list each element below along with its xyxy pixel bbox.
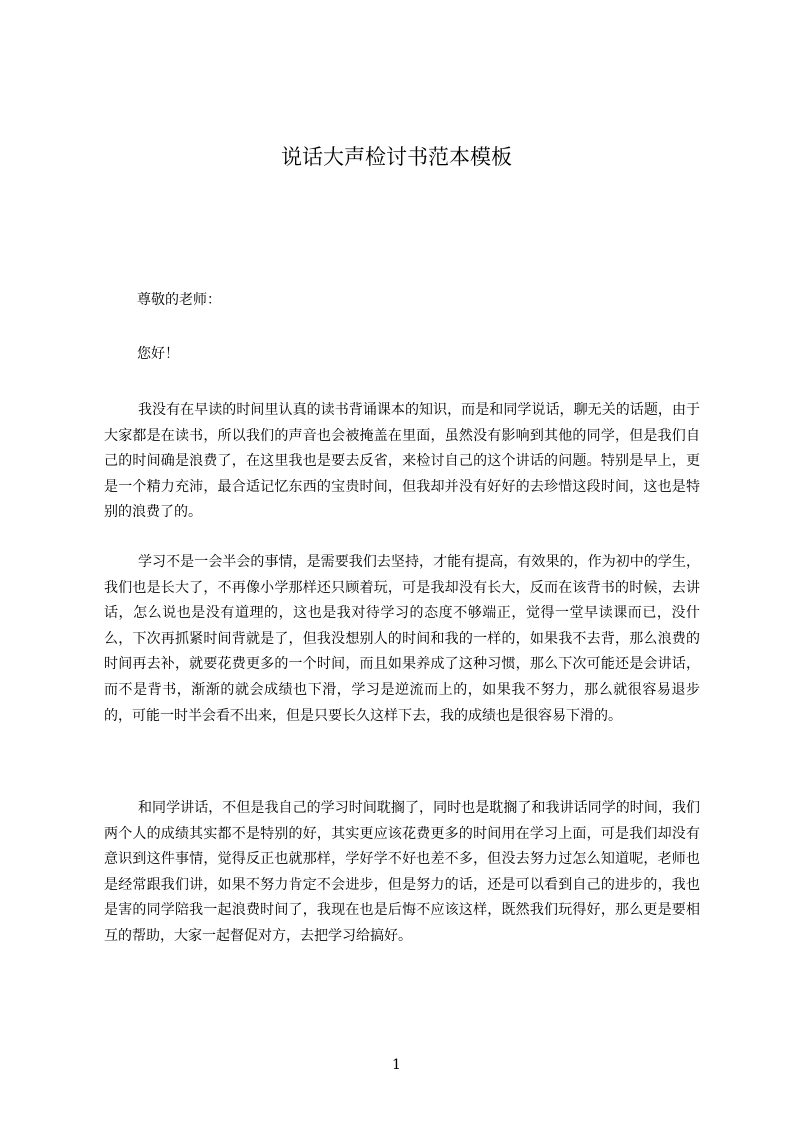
- greeting-text: 尊敬的老师：: [137, 292, 221, 308]
- page-number: 1: [392, 1057, 401, 1073]
- hello-text: 您好！: [137, 346, 179, 362]
- body-paragraph-2: 学习不是一会半会的事情，是需要我们去坚持，才能有提高，有效果的，作为初中的学生，我们也是长大了，不再像小学那样还只顾着玩，可是我却没有长大，反而在该背书的时候，去讲话，怎么说也是没有道理的，这也是我对待学习的态度不够端正，觉得一堂早读课而已，没什么，下次再抓紧时间背就是了，但我没想别人的时间和我的一样的，如果我不去背，那么浪费的时间再去补，就要花费更多的一个时间，而且如果养成了这种习惯，那么下次可能还是会讲话，而不是背书，渐渐的就会成绩也下滑，学习是逆流而上的，如果我不努力，那么就很容易退步的，可能一时半会看不出来，但是只要长久这样下去，我的成绩也是很容易下滑的。: [104, 554, 700, 724]
- body-paragraph-3: 和同学讲话，不但是我自己的学习时间耽搁了，同时也是耽搁了和我讲话同学的时间，我们两个人的成绩其实都不是特别的好，其实更应该花费更多的时间用在学习上面，可是我们却没有意识到这件事情，觉得反正也就那样，学好学不好也差不多，但没去努力过怎么知道呢，老师也是经常跟我们讲，如果不努力肯定不会进步，但是努力的话，还是可以看到自己的进步的，我也是害的同学陪我一起浪费时间了，我现在也是后悔不应该这样，既然我们玩得好，那么更是要相互的帮助，大家一起督促对方，去把学习给搞好。: [104, 800, 700, 944]
- body-paragraph-1: 我没有在早读的时间里认真的读书背诵课本的知识，而是和同学说话，聊无关的话题，由于大家都是在读书，所以我们的声音也会被掩盖在里面，虽然没有影响到其他的同学，但是我们自己的时间确是浪费了，在这里我也是要去反省，来检讨自己的这个讲话的问题。特别是早上，更是一个精力充沛，最合适记忆东西的宝贵时间，但我却并没有好好的去珍惜这段时间，这也是特别的浪费了的。: [104, 402, 700, 521]
- document-title: 说话大声检讨书范本模板: [281, 145, 512, 169]
